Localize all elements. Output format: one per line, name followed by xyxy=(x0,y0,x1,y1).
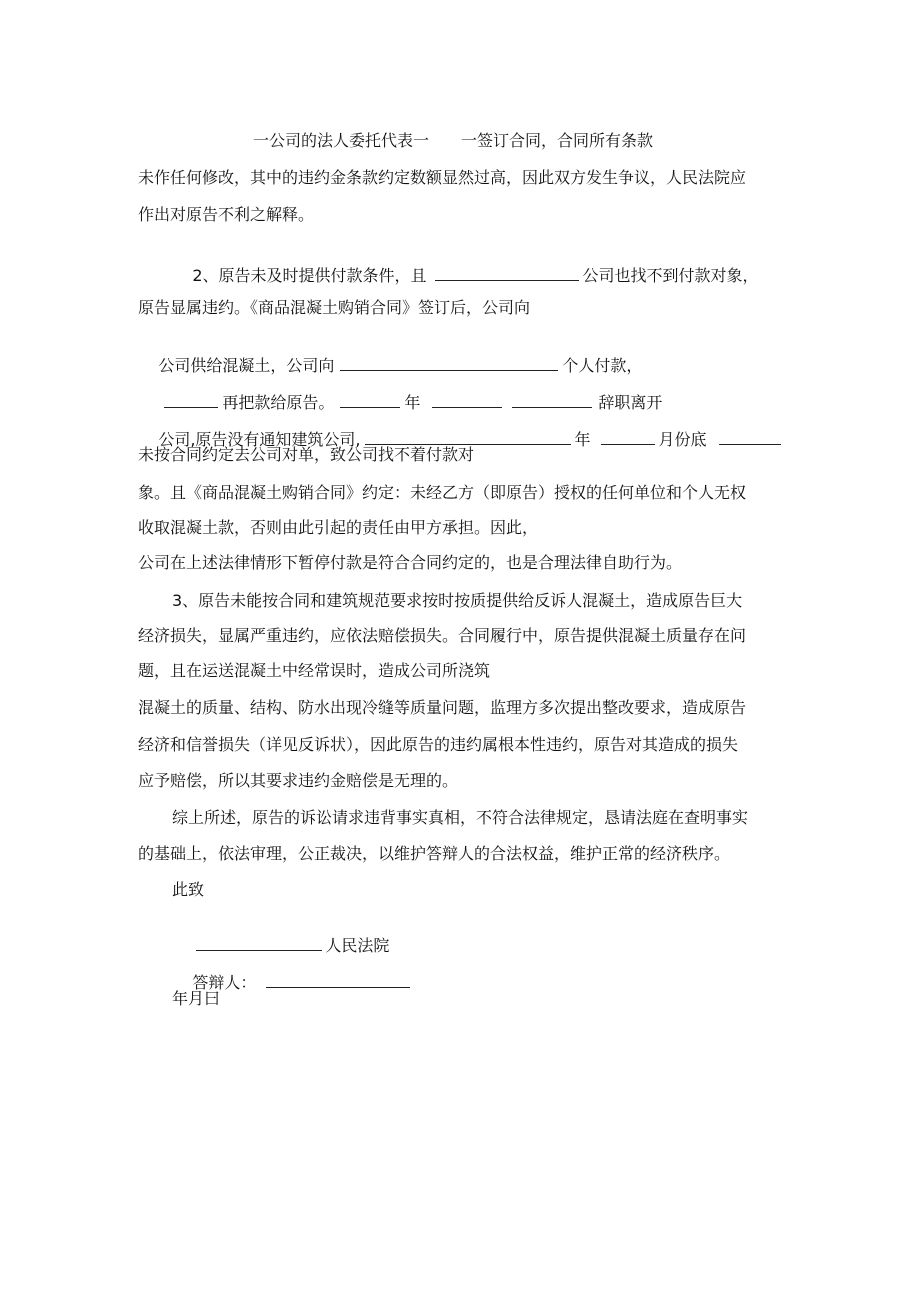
line-07-c: 辞职离开 xyxy=(598,393,663,412)
line-01: 一公司的法人委托代表一 一签订合同，合同所有条款 xyxy=(253,131,654,150)
line-09: 未按合同约定去公司对单，致公司找不着付款对 xyxy=(138,445,475,464)
line-06 xyxy=(138,336,643,375)
line-07 xyxy=(144,373,663,412)
line-08-c: 月份底 xyxy=(658,430,707,449)
blank-field xyxy=(340,393,400,408)
line-08-b: 年 xyxy=(574,430,591,449)
line-03: 作出对原告不利之解释。 xyxy=(138,205,315,224)
line-08 xyxy=(138,410,781,449)
line-11: 收取混凝土款，否则由此引起的责任由甲方承担。因此， xyxy=(138,518,539,537)
line-16: 混凝土的质量、结构、防水出现冷缝等质量问题，监理方多次提出整改要求，造成原告 xyxy=(138,698,747,717)
line-20: 的基础上，依法审理，公正裁决，以维护答辩人的合法权益，维护正常的经济秩序。 xyxy=(138,844,731,863)
line-04 xyxy=(172,246,759,285)
line-19: 综上所述，原告的诉讼请求违背事实真相，不符合法律规定，恳请法庭在查明事实 xyxy=(172,808,749,827)
line-04-start: 2、原告未及时提供付款条件，且 xyxy=(192,266,427,285)
line-12: 公司在上述法律情形下暂停付款是符合合同约定的，也是合理法律自助行为。 xyxy=(138,553,683,572)
line-13: 3、原告未能按合同和建筑规范要求按时按质提供给反诉人混凝土，造成原告巨大 xyxy=(172,591,743,610)
blank-field xyxy=(196,936,322,951)
line-06-end: 个人付款， xyxy=(562,356,643,375)
line-22 xyxy=(176,916,390,955)
line-14: 经济损失，显属严重违约，应依法赔偿损失。合同履行中，原告提供混凝土质量存在问 xyxy=(138,626,747,645)
line-24: 年月曰 xyxy=(172,989,221,1008)
line-18: 应予赔偿，所以其要求违约金赔偿是无理的。 xyxy=(138,771,459,790)
blank-field xyxy=(512,393,592,408)
blank-field xyxy=(432,393,502,408)
blank-field xyxy=(601,430,655,445)
line-07-b: 年 xyxy=(404,393,421,412)
line-06-start: 公司供给混凝土，公司向 xyxy=(158,356,335,375)
line-07-a: 再把款给原告。 xyxy=(222,393,335,412)
line-05: 原告显属违约。《商品混凝土购销合同》签订后，公司向 xyxy=(138,298,531,317)
court-label: 人民法院 xyxy=(325,936,390,955)
line-15: 题，且在运送混凝土中经常误时，造成公司所浇筑 xyxy=(138,661,491,680)
line-04-end: 公司也找不到付款对象， xyxy=(582,266,759,285)
blank-field xyxy=(340,356,558,371)
line-02: 未作任何修改，其中的违约金条款约定数额显然过高，因此双方发生争议，人民法院应 xyxy=(138,168,747,187)
blank-field xyxy=(435,266,579,281)
blank-field xyxy=(365,430,571,445)
line-17: 经济和信誉损失（详见反诉状），因此原告的违约属根本性违约，原告对其造成的损失 xyxy=(138,735,739,754)
blank-field xyxy=(164,393,218,408)
line-21: 此致 xyxy=(172,880,205,899)
line-10: 象。且《商品混凝土购销合同》约定：未经乙方（即原告）授权的任何单位和个人无权 xyxy=(138,483,747,502)
respondent-label: 答辩人： xyxy=(192,973,257,992)
blank-field xyxy=(719,430,781,445)
blank-field xyxy=(266,973,410,988)
line-08-a: 公司,原告没有通知建筑公司, xyxy=(158,430,361,449)
line-23 xyxy=(172,953,410,992)
